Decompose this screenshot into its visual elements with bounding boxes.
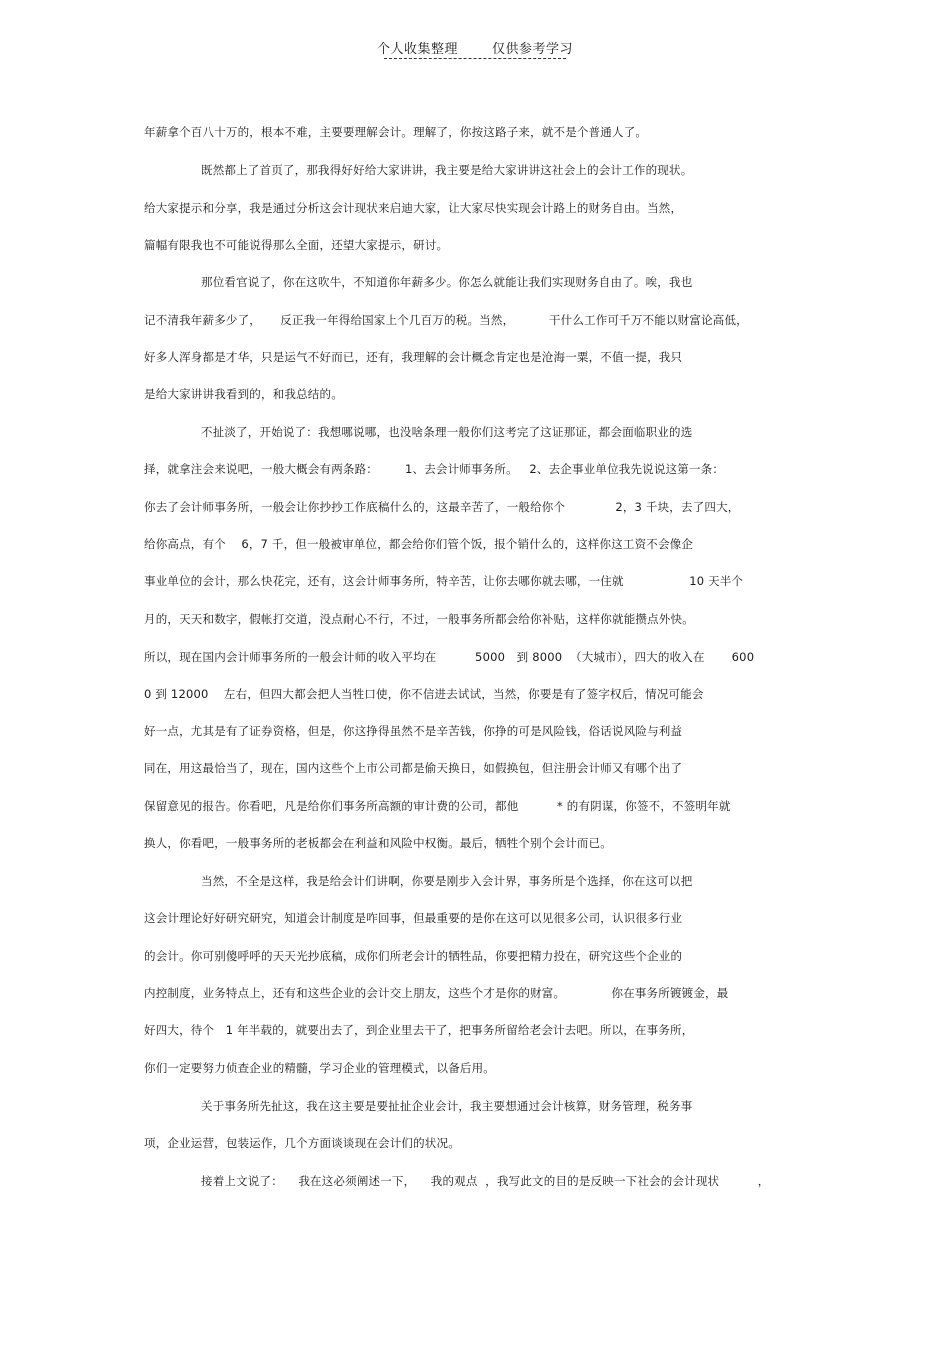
text-line: 保留意见的报告。你看吧，凡是给你们事务所高额的审计费的公司，都他 * 的有阴谋，你签不，不签明年就	[144, 799, 731, 813]
text-line: 接着上文说了： 我在这必须阐述一下， 我的观点 ，我写此文的目的是反映一下社会的会计现状 ，	[201, 1174, 770, 1188]
text-line: 好一点，尤其是有了证券资格，但是，你这挣得虽然不是辛苦钱，你挣的可是风险钱，俗话说风险与利益	[144, 724, 683, 738]
text-line: 月的，天天和数字，假帐打交道，没点耐心不行，不过，一般事务所都会给你补贴，这样你就能攒点外快。	[144, 612, 694, 626]
text-line: 那位看官说了，你在这吹牛，不知道你年薪多少。你怎么就能让我们实现财务自由了。唉，我也	[201, 275, 693, 289]
text-line: 你去了会计师事务所，一般会让你抄抄工作底稿什么的，这最辛苦了，一般给你个 2，3 千块，去了四大，	[144, 500, 740, 514]
text-line: 0 到 12000 左右，但四大都会把人当牲口使，你不信进去试试，当然，你要是有了签字权后，情况可能会	[144, 687, 704, 701]
text-line: 给大家提示和分享，我是通过分析这会计现状来启迪大家，让大家尽快实现会计路上的财务自由。当然，	[144, 201, 683, 215]
text-line: 内控制度，业务特点上，还有和这些企业的会计交上朋友，这些个才是你的财富。 你在事务所镀镀金，最	[144, 986, 729, 1000]
header-dashed-rule	[384, 58, 566, 59]
text-line: 这会计理论好好研究研究，知道会计制度是咋回事，但最重要的是你在这可以见很多公司，认识很多行业	[144, 911, 683, 925]
text-line: 给你高点，有个 6，7 千，但一般被审单位，都会给你们管个饭，报个销什么的，这样你这工资不会像企	[144, 537, 694, 551]
text-line: 篇幅有限我也不可能说得那么全面，还望大家提示，研讨。	[144, 238, 449, 252]
header-left-text: 个人收集整理	[376, 42, 458, 57]
text-line: 同在，用这最恰当了，现在，国内这些个上市公司都是偷天换日，如假换包，但注册会计师又有哪个出了	[144, 761, 683, 775]
text-line: 年薪拿个百八十万的，根本不难，主要要理解会计。理解了，你按这路子来，就不是个普通人了。	[144, 125, 648, 139]
text-line: 的会计。你可别傻呼呼的天天光抄底稿，成你们所老会计的牺牲品，你要把精力投在，研究这些个企业的	[144, 949, 683, 963]
text-line: 好四大，待个 1 年半载的，就要出去了，到企业里去干了，把事务所留给老会计去吧。所以，在事务所，	[144, 1023, 694, 1037]
page-header	[0, 38, 950, 57]
header-right-text: 仅供参考学习	[492, 42, 574, 57]
text-line: 好多人浑身都是才华，只是运气不好而已，还有，我理解的会计概念肯定也是沧海一粟，不值一提，我只	[144, 350, 683, 364]
text-line: 既然都上了首页了，那我得好好给大家讲讲，我主要是给大家讲讲这社会上的会计工作的现状。	[201, 163, 693, 177]
text-line: 你们一定要努力侦查企业的精髓，学习企业的管理模式，以备后用。	[144, 1061, 495, 1075]
text-line: 关于事务所先扯这，我在这主要是要扯扯企业会计，我主要想通过会计核算，财务管理，税务事	[201, 1099, 693, 1113]
text-line: 所以，现在国内会计师事务所的一般会计师的收入平均在 5000 到 8000 （大城市），四大的收入在 600	[144, 650, 755, 664]
text-line: 不扯淡了，开始说了：我想哪说哪，也没啥条理一般你们这考完了这证那证，都会面临职业的选	[201, 425, 693, 439]
text-line: 项，企业运营，包装运作，几个方面谈谈现在会计们的状况。	[144, 1136, 460, 1150]
text-line: 记不清我年薪多少了， 反正我一年得给国家上个几百万的税。当然， 干什么工作可千万不能以财富论高低，	[144, 313, 748, 327]
text-line: 换人，你看吧，一般事务所的老板都会在利益和风险中权衡。最后，牺牲个别个会计而已。	[144, 836, 612, 850]
text-line: 事业单位的会计，那么快花完，还有，这会计师事务所，特辛苦，让你去哪你就去哪，一住就 10 天半个	[144, 574, 744, 588]
text-line: 是给大家讲讲我看到的，和我总结的。	[144, 387, 343, 401]
text-line: 当然，不全是这样，我是给会计们讲啊，你要是刚步入会计界，事务所是个选择，你在这可以把	[201, 874, 693, 888]
text-line: 择，就拿注会来说吧，一般大概会有两条路： 1、去会计师事务所。 2、去企事业单位我先说说这第一条：	[144, 462, 725, 476]
